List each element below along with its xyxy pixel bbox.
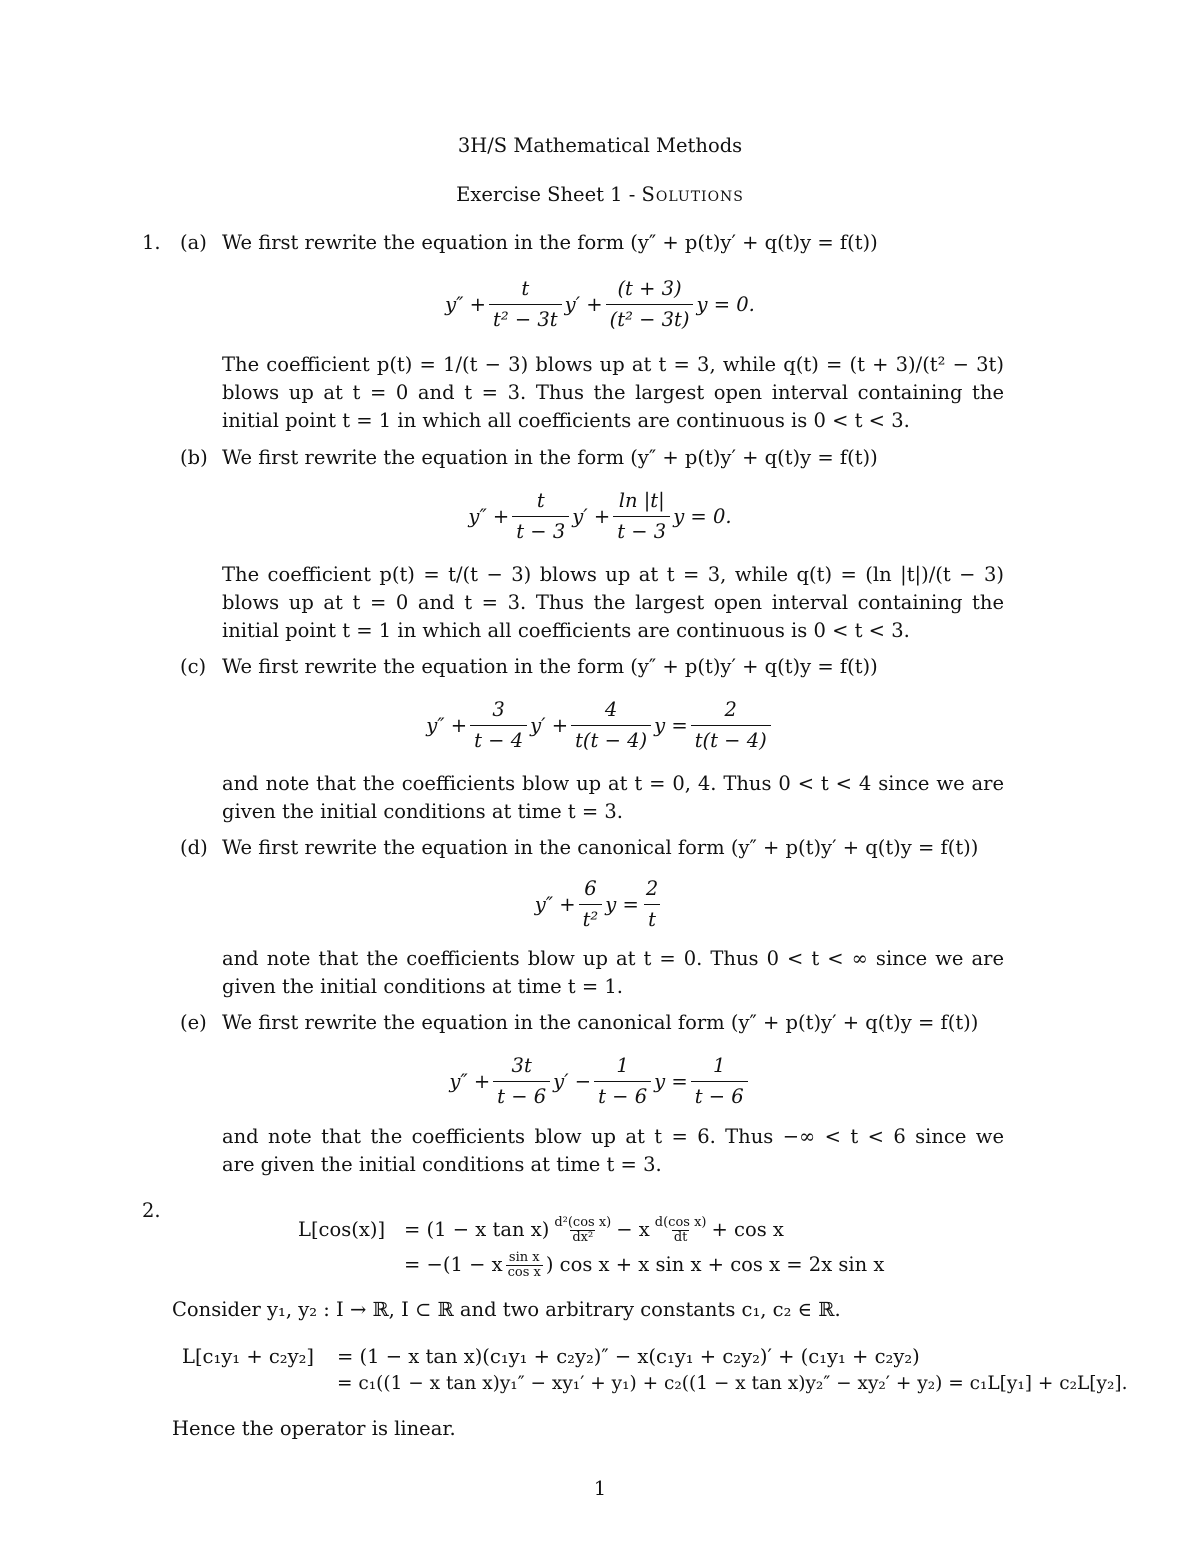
part-e-eq-eq: y = bbox=[654, 1069, 688, 1093]
q2-l1-f1-num: d²(cos x) bbox=[554, 1214, 612, 1230]
part-a-f1-den: t² − 3t bbox=[489, 304, 562, 332]
part-a-eq-lead: y″ + bbox=[445, 292, 486, 316]
q2-conclusion: Hence the operator is linear. bbox=[172, 1417, 456, 1440]
part-a-fraction-2 bbox=[606, 277, 694, 332]
part-d-f1-num: 6 bbox=[584, 876, 597, 900]
q2-line-1-rhs bbox=[404, 1212, 784, 1248]
q2-l2-f-den: cos x bbox=[507, 1264, 541, 1280]
part-e-f2-den: t − 6 bbox=[594, 1081, 651, 1109]
question-2-number: 2. bbox=[142, 1199, 161, 1222]
part-e-f3-num: 1 bbox=[712, 1053, 726, 1077]
part-c-fraction-2 bbox=[571, 698, 651, 753]
q2-l2-b: ) cos x + x sin x + cos x = 2x sin x bbox=[545, 1253, 885, 1276]
part-e-intro: We first rewrite the equation in the canonical form (y″ + p(t)y′ + q(t)y = f(t)) bbox=[222, 1011, 979, 1034]
q2-l4-rhs: = c₁((1 − x tan x)y₁″ − xy₁′ + y₁) + c₂((1 − x tan x)y₂″ − xy₂′ + y₂) = c₁L[y₁] + c₂L[y₂]. bbox=[337, 1373, 1128, 1394]
part-d-eq-lead: y″ + bbox=[534, 892, 576, 916]
part-c-f3-den: t(t − 4) bbox=[691, 725, 771, 753]
q2-l1-c: + cos x bbox=[711, 1218, 784, 1241]
part-a-line-2: blows up at t = 0 and t = 3. Thus the largest open interval containing the bbox=[222, 381, 1004, 404]
part-b-f1-den: t − 3 bbox=[512, 516, 569, 544]
q2-l2-fraction bbox=[506, 1251, 543, 1280]
part-d-line-1: and note that the coefficients blow up at t = 0. Thus 0 < t < ∞ since we are bbox=[222, 947, 1004, 970]
part-b-fraction-2 bbox=[613, 489, 670, 544]
part-c-f1-den: t − 4 bbox=[470, 725, 527, 753]
part-c-eq-lead: y″ + bbox=[426, 713, 468, 737]
part-b-f2-num: ln |t| bbox=[618, 488, 665, 512]
part-e-f3-den: t − 6 bbox=[691, 1081, 748, 1109]
part-a-equation bbox=[0, 274, 1200, 334]
part-a-f2-num: (t + 3) bbox=[617, 276, 682, 300]
part-e-f2-num: 1 bbox=[616, 1053, 629, 1077]
part-c-f1-num: 3 bbox=[492, 697, 505, 721]
q2-l1-fraction-1 bbox=[552, 1216, 613, 1245]
part-b-line-2: blows up at t = 0 and t = 3. Thus the largest open interval containing the bbox=[222, 591, 1004, 614]
q2-l1-fraction-2 bbox=[653, 1216, 709, 1245]
q2-l1-f1-den: dx² bbox=[572, 1229, 594, 1245]
course-title: 3H/S Mathematical Methods bbox=[457, 134, 743, 157]
part-d-f1-den: t² bbox=[579, 904, 603, 932]
part-a-label: (a) bbox=[180, 231, 207, 254]
part-c-fraction-1 bbox=[470, 698, 527, 753]
part-e-line-1: and note that the coefficients blow up at t = 6. Thus −∞ < t < 6 since we bbox=[222, 1125, 1004, 1148]
part-d-equation bbox=[0, 874, 1200, 934]
part-b-line-3: initial point t = 1 in which all coefficients are continuous is 0 < t < 3. bbox=[222, 619, 910, 642]
part-e-line-2: are given the initial conditions at time t = 3. bbox=[222, 1153, 662, 1176]
part-a-intro: We first rewrite the equation in the form (y″ + p(t)y′ + q(t)y = f(t)) bbox=[222, 231, 878, 254]
q2-l1-f2-num: d(cos x) bbox=[654, 1214, 707, 1230]
part-c-eq-eq: y = bbox=[654, 713, 688, 737]
sheet-title bbox=[0, 183, 1200, 207]
part-c-line-1: and note that the coefficients blow up at t = 0, 4. Thus 0 < t < 4 since we are bbox=[222, 772, 1004, 795]
part-b-intro: We first rewrite the equation in the form (y″ + p(t)y′ + q(t)y = f(t)) bbox=[222, 446, 878, 469]
q2-consider: Consider y₁, y₂ : I → ℝ, I ⊂ ℝ and two arbitrary constants c₁, c₂ ∈ ℝ. bbox=[172, 1298, 841, 1321]
part-e-eq-mid: y′ − bbox=[553, 1069, 592, 1093]
part-c-f2-den: t(t − 4) bbox=[571, 725, 651, 753]
q2-l2-a: = −(1 − x bbox=[404, 1253, 503, 1276]
q2-line-1-lhs bbox=[298, 1212, 385, 1248]
part-e-f1-num: 3t bbox=[511, 1053, 532, 1077]
q2-l1-a: = (1 − x tan x) bbox=[404, 1218, 550, 1241]
part-c-equation bbox=[0, 695, 1200, 755]
part-a-f1-num: t bbox=[521, 276, 530, 300]
part-d-fraction-2 bbox=[642, 877, 662, 932]
q2-l1-b: − x bbox=[616, 1218, 650, 1241]
part-b-f1-num: t bbox=[536, 488, 545, 512]
part-e-eq-lead: y″ + bbox=[449, 1069, 491, 1093]
part-d-f2-den: t bbox=[644, 904, 660, 932]
q2-l3-lhs: L[c₁y₁ + c₂y₂] bbox=[182, 1345, 315, 1368]
part-c-f3-num: 2 bbox=[724, 697, 737, 721]
part-b-eq-lead: y″ + bbox=[468, 504, 510, 528]
question-1-number: 1. bbox=[142, 231, 161, 254]
q2-l3-rhs: = (1 − x tan x)(c₁y₁ + c₂y₂)″ − x(c₁y₁ + c₂y₂)′ + (c₁y₁ + c₂y₂) bbox=[337, 1345, 920, 1368]
part-c-eq-mid: y′ + bbox=[530, 713, 569, 737]
part-c-f2-num: 4 bbox=[604, 697, 618, 721]
part-b-fraction-1 bbox=[512, 489, 569, 544]
part-d-intro: We first rewrite the equation in the canonical form (y″ + p(t)y′ + q(t)y = f(t)) bbox=[222, 836, 979, 859]
part-e-fraction-1 bbox=[493, 1054, 550, 1109]
part-c-fraction-3 bbox=[691, 698, 771, 753]
q2-l1-f2-den: dt bbox=[673, 1229, 688, 1245]
part-c-intro: We first rewrite the equation in the form (y″ + p(t)y′ + q(t)y = f(t)) bbox=[222, 655, 878, 678]
part-b-eq-mid: y′ + bbox=[572, 504, 611, 528]
q2-l2-f-num: sin x bbox=[508, 1249, 540, 1265]
part-a-line-3: initial point t = 1 in which all coefficients are continuous is 0 < t < 3. bbox=[222, 409, 910, 432]
part-a-eq-tail: y = 0. bbox=[696, 292, 755, 316]
part-c-line-2: given the initial conditions at time t = 3. bbox=[222, 800, 623, 823]
q2-line-2 bbox=[404, 1247, 884, 1283]
part-b-label: (b) bbox=[180, 446, 208, 469]
part-b-eq-tail: y = 0. bbox=[673, 504, 732, 528]
part-b-line-1: The coefficient p(t) = t/(t − 3) blows up at t = 3, while q(t) = (ln |t|)/(t − 3) bbox=[222, 563, 1004, 586]
part-b-equation bbox=[0, 486, 1200, 546]
part-d-label: (d) bbox=[180, 836, 208, 859]
sheet-title-solutions: Solutions bbox=[641, 183, 744, 206]
q2-l1-lhs: L[cos(x)] bbox=[298, 1218, 386, 1241]
sheet-title-prefix: Exercise Sheet 1 - bbox=[456, 183, 642, 206]
part-e-f1-den: t − 6 bbox=[493, 1081, 550, 1109]
part-e-label: (e) bbox=[180, 1011, 207, 1034]
part-a-eq-mid: y′ + bbox=[564, 292, 603, 316]
part-c-label: (c) bbox=[180, 655, 207, 678]
part-b-f2-den: t − 3 bbox=[613, 516, 670, 544]
part-e-fraction-2 bbox=[594, 1054, 651, 1109]
part-d-line-2: given the initial conditions at time t = 1. bbox=[222, 975, 623, 998]
part-d-f2-num: 2 bbox=[645, 876, 659, 900]
part-e-fraction-3 bbox=[691, 1054, 748, 1109]
page-number: 1 bbox=[593, 1477, 607, 1500]
part-a-line-1: The coefficient p(t) = 1/(t − 3) blows up at t = 3, while q(t) = (t + 3)/(t² − 3t) bbox=[222, 353, 1004, 376]
part-e-equation bbox=[0, 1051, 1200, 1111]
part-a-fraction-1 bbox=[489, 277, 562, 332]
part-a-f2-den: (t² − 3t) bbox=[606, 304, 694, 332]
part-d-eq-eq: y = bbox=[605, 892, 639, 916]
part-d-fraction-1 bbox=[579, 877, 603, 932]
